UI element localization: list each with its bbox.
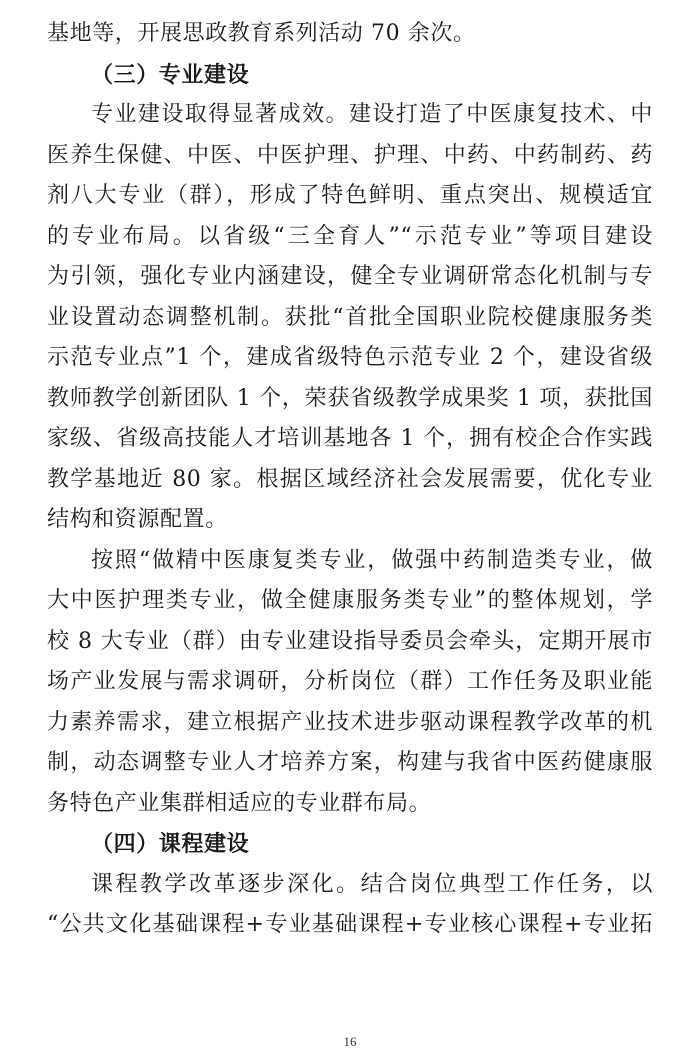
paragraph-line: 为引领，强化专业内涵建设，健全专业调研常态化机制与专 <box>47 264 653 289</box>
section-heading-major-construction: （三）专业建设 <box>91 61 250 88</box>
document-body <box>47 14 653 946</box>
paragraph-line: 教师教学创新团队 1 个，荣获省级教学成果奖 1 项，获批国 <box>47 385 653 411</box>
paragraph-line: 大中医护理类专业，做全健康服务类专业”的整体规划，学 <box>47 588 653 613</box>
paragraph-line: “公共文化基础课程+专业基础课程+专业核心课程+专业拓 <box>47 912 653 937</box>
page-number: 16 <box>343 1034 357 1049</box>
paragraph-line: 家级、省级高技能人才培训基地各 1 个，拥有校企合作实践 <box>47 426 653 451</box>
paragraph-line: 务特色产业集群相适应的专业群布局。 <box>47 790 432 816</box>
paragraph-line: 医养生保健、中医、中医护理、护理、中药、中药制药、药 <box>47 142 653 168</box>
paragraph-line: 示范专业点”1 个，建成省级特色示范专业 2 个，建设省级 <box>47 345 653 370</box>
paragraph-line: 校 8 大专业（群）由专业建设指导委员会牵头，定期开展市 <box>47 628 653 654</box>
paragraph-line: 力素养需求，建立根据产业技术进步驱动课程教学改革的机 <box>47 709 653 735</box>
paragraph-line: 剂八大专业（群），形成了特色鲜明、重点突出、规模适宜 <box>47 183 653 208</box>
paragraph-line: 课程教学改革逐步深化。结合岗位典型工作任务，以 <box>91 871 653 897</box>
paragraph-line: 业设置动态调整机制。获批“首批全国职业院校健康服务类 <box>47 304 653 330</box>
paragraph-line: 基地等，开展思政教育系列活动 70 余次。 <box>47 21 476 46</box>
paragraph-line: 专业建设取得显著成效。建设打造了中医康复技术、中 <box>91 102 653 127</box>
paragraph-line: 场产业发展与需求调研，分析岗位（群）工作任务及职业能 <box>47 669 653 694</box>
paragraph-line: 制，动态调整专业人才培养方案，构建与我省中医药健康服 <box>47 750 653 775</box>
paragraph-line: 按照“做精中医康复类专业，做强中药制造类专业，做 <box>91 547 653 573</box>
paragraph-line: 的专业布局。以省级“三全育人”“示范专业”等项目建设 <box>47 223 653 249</box>
paragraph-line: 结构和资源配置。 <box>47 507 228 532</box>
paragraph-line: 教学基地近 80 家。根据区域经济社会发展需要，优化专业 <box>47 466 653 492</box>
section-heading-course-construction: （四）课程建设 <box>91 831 250 857</box>
